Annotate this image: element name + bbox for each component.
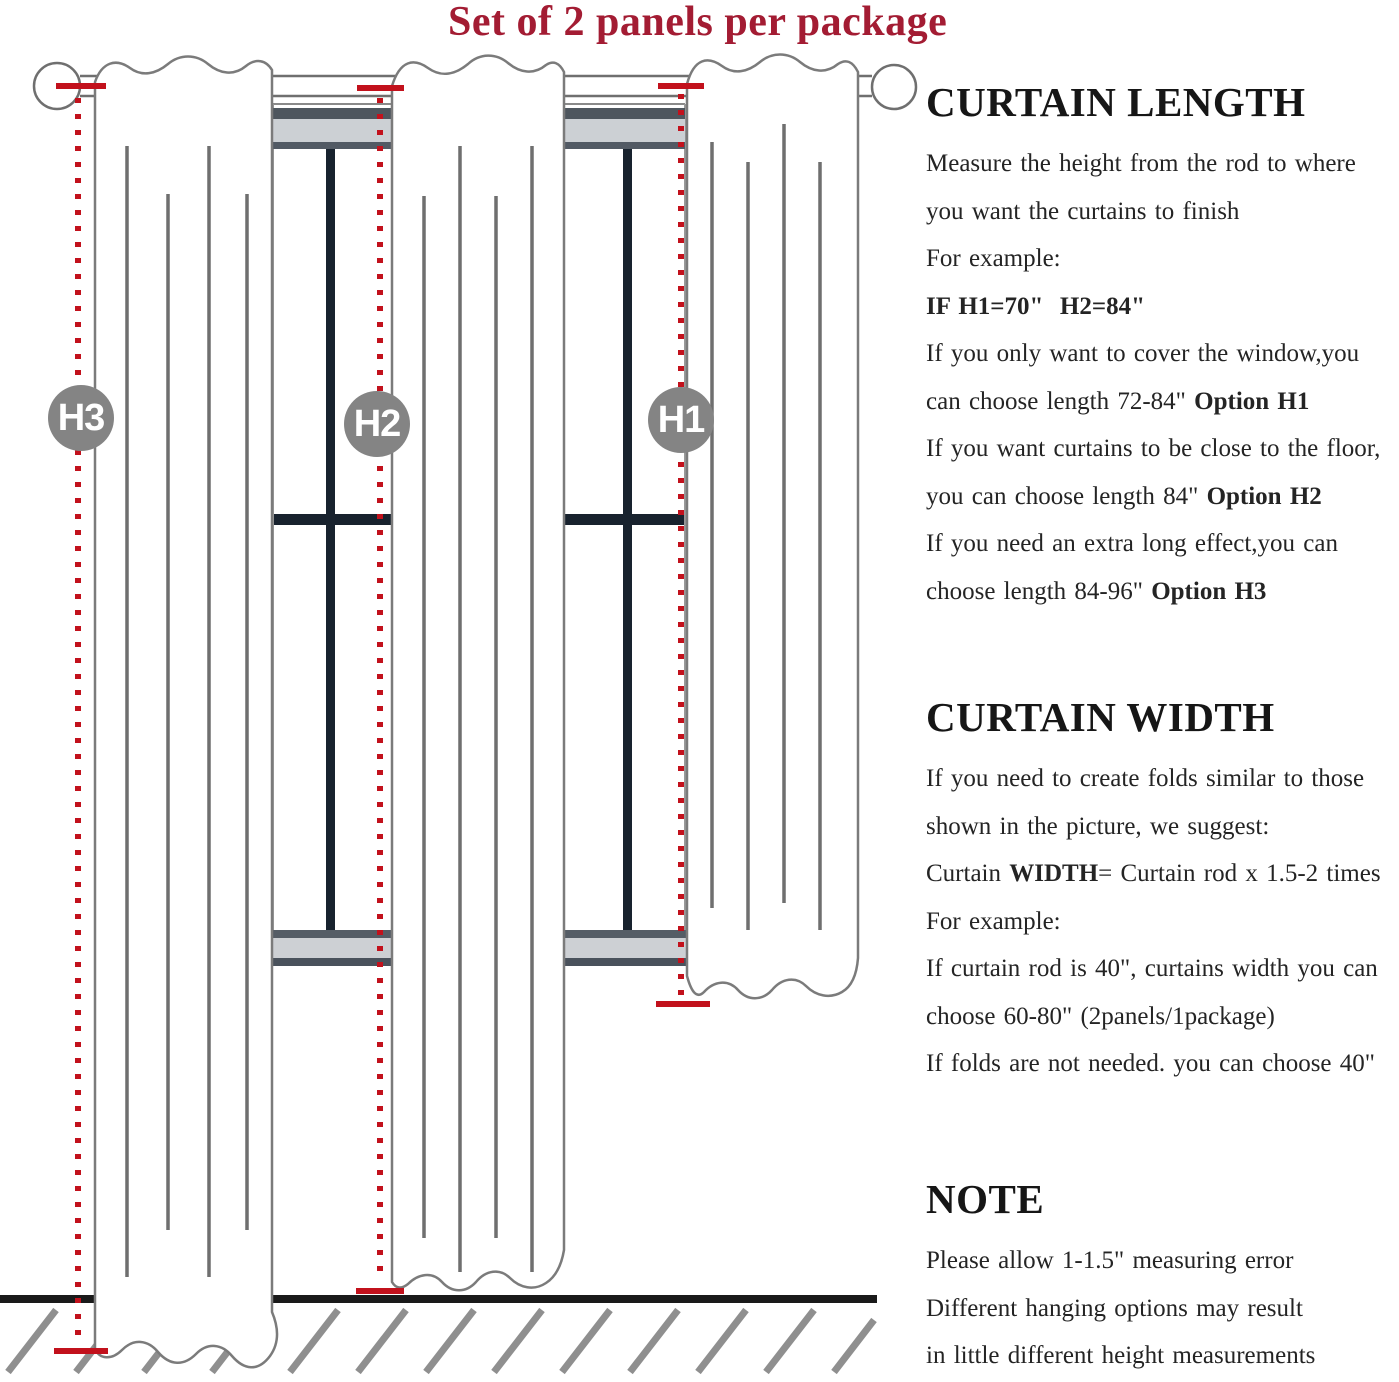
window-mullion-right xyxy=(623,149,632,932)
text-line: If you need an extra long effect,you can xyxy=(926,530,1338,557)
text-run: choose length 84-96" xyxy=(926,577,1152,605)
text-run: = Curtain rod x 1.5-2 times xyxy=(1098,860,1381,887)
text-line: choose 60-80" (2panels/1package) xyxy=(926,1002,1275,1030)
text-line: you want the curtains to finish xyxy=(926,197,1240,225)
text-line: If folds are not needed. you can choose 40" xyxy=(926,1050,1375,1077)
text-line: IF H1=70" H2=84" xyxy=(926,292,1145,320)
text-line xyxy=(926,850,1381,898)
option-h2-label: Option H2 xyxy=(1206,482,1322,510)
note-body xyxy=(926,1237,1315,1380)
curtain-length-heading: CURTAIN LENGTH xyxy=(926,79,1306,125)
text-run: you can choose length 84" xyxy=(926,482,1207,510)
curtain-panel-middle xyxy=(392,56,564,1291)
section-note xyxy=(926,1175,1315,1380)
finial-right-icon xyxy=(872,65,916,109)
badge-h1: H1 xyxy=(648,387,714,453)
text-line: If you only want to cover the window,you xyxy=(926,340,1360,367)
text-run: can choose length 72-84" xyxy=(926,387,1195,415)
text-line: Measure the height from the rod to where xyxy=(926,150,1356,177)
text-line xyxy=(926,568,1380,616)
text-line: in little different height measurements xyxy=(926,1342,1316,1369)
section-curtain-width xyxy=(926,693,1381,1088)
text-line: For example: xyxy=(926,245,1061,272)
curtain-length-body xyxy=(926,140,1380,615)
text-line xyxy=(926,473,1380,521)
width-keyword: WIDTH xyxy=(1009,860,1099,887)
badge-h3: H3 xyxy=(48,385,114,451)
page-title: Set of 2 panels per package xyxy=(448,0,948,45)
text-run: Curtain xyxy=(926,860,1010,887)
text-line: For example: xyxy=(926,907,1061,935)
curtain-panel-left xyxy=(95,57,277,1368)
text-line: If curtain rod is 40", curtains width you can xyxy=(926,955,1378,982)
text-line: shown in the picture, we suggest: xyxy=(926,812,1270,840)
note-heading: NOTE xyxy=(926,1176,1045,1222)
text-line: Different hanging options may result xyxy=(926,1294,1303,1322)
curtain-width-body xyxy=(926,755,1381,1088)
text-line xyxy=(926,378,1380,426)
text-line: If you want curtains to be close to the floor, xyxy=(926,435,1381,462)
option-h1-label: Option H1 xyxy=(1194,387,1310,415)
section-curtain-length xyxy=(926,78,1380,615)
option-h3-label: Option H3 xyxy=(1151,577,1267,605)
curtain-panel-right xyxy=(687,55,858,999)
text-line: Please allow 1-1.5" measuring error xyxy=(926,1247,1294,1274)
text-line: If you need to create folds similar to those xyxy=(926,765,1365,792)
badge-h2: H2 xyxy=(344,391,410,457)
curtain-width-heading: CURTAIN WIDTH xyxy=(926,694,1275,740)
window-mullion-left xyxy=(326,149,335,932)
